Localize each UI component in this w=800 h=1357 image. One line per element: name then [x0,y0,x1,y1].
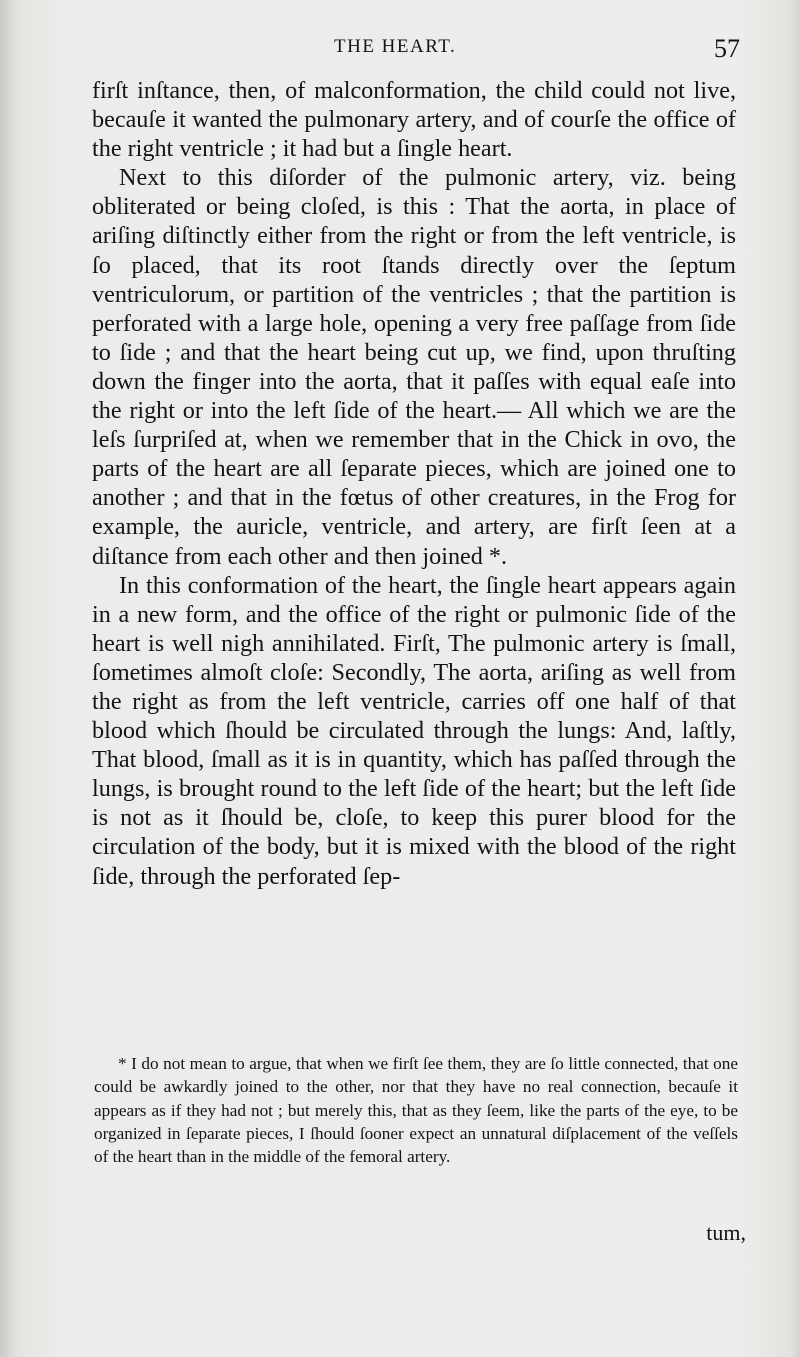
paragraph: In this conformation of the heart, the ſingle heart appears again in a new form, and the office of the right or pulmonic ſide of the heart is well nigh annihilated. Firſt, The pulmonic artery is ſmall, ſometimes almoſt cloſe: Secondly, The aorta, ariſing as well from the right as from the left ventricle, carries off one half of that blood which ſhould be circulated through the lungs: And, laſtly, That blood, ſmall as it is in quantity, which has paſſed through the lungs, is brought round to the left ſide of the heart; but the left ſide is not as it ſhould be, cloſe, to keep this purer blood for the circulation of the body, but it is mixed with the blood of the right ſide, through the perforated ſep- [92,571,736,890]
footnote [94,1052,738,1168]
catchword: tum, [706,1220,746,1245]
page-header [0,34,800,66]
paragraph-continued: firſt inſtance, then, of malconformation, the child could not live, becauſe it wanted the pulmonary artery, and of courſe the office of the right ventricle ; it had but a ſingle heart. [92,77,736,163]
footnote-text: * I do not mean to argue, that when we firſt ſee them, they are ſo little connected, that one could be awkardly joined to the other, nor that they have no real connection, becauſe it appears as if they had not ; but merely this, that as they ſeem, like the parts of the eye, to be organized in ſeparate pieces, I ſhould ſooner expect an unnatural diſplacement of the veſſels of the heart than in the middle of the femoral artery. [94,1054,738,1167]
body-text [92,76,736,891]
page-number: 57 [714,34,740,63]
paragraph: Next to this diſorder of the pulmonic artery, viz. being obliterated or being cloſed, is this : That the aorta, in place of ariſing diſtinctly either from the right or from the left ventricle, is ſo placed, that its root ſtands directly over the ſeptum ventriculorum, or partition of the ventricles ; that the partition is perforated with a large hole, opening a very free paſſage from ſide to ſide ; and that the heart being cut up, we find, upon thruſting down the finger into the aorta, that it paſſes with equal eaſe into the right or into the left ſide of the heart.— All which we are the leſs ſurpriſed at, when we remember that in the Chick in ovo, the parts of the heart are all ſeparate pieces, which are joined one to another ; and that in the fœtus of other creatures, in the Frog for example, the auricle, ventricle, and artery, are firſt ſeen at a diſtance from each other and then joined *. [92,164,736,570]
running-title: THE HEART. [334,36,457,57]
